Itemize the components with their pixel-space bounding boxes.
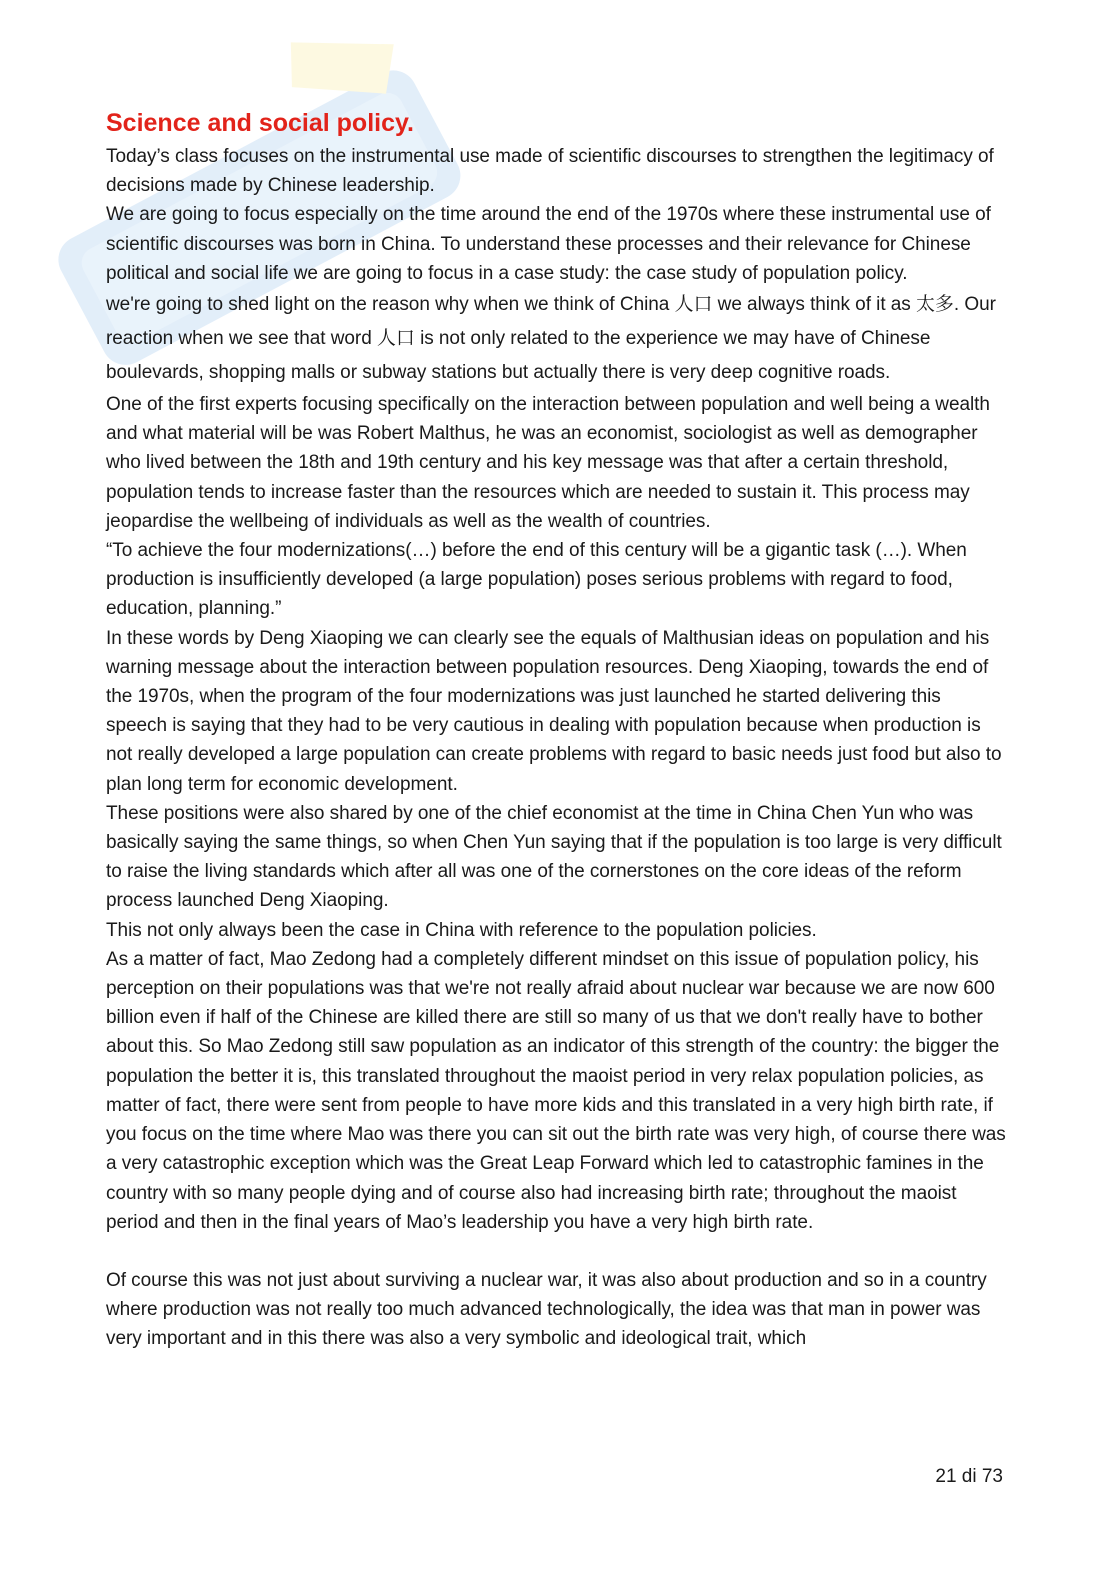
document-body bbox=[106, 106, 1006, 1354]
quote-paragraph: “To achieve the four modernizations(…) before the end of this century will be a gigantic task (…). When production is insufficiently developed (a large population) poses serious problems with regard to food, education, planning.” bbox=[106, 540, 967, 620]
paragraph-8: This not only always been the case in China with reference to the population policies. bbox=[106, 919, 817, 941]
paragraph-10: Of course this was not just about surviving a nuclear war, it was also about production and so in a country where production was not really too much advanced technologically, the idea was that man in power was very important and in this there was also a very symbolic and ideological trait, which bbox=[106, 1269, 987, 1350]
page-number: 21 di 73 bbox=[935, 1466, 1003, 1487]
paragraph-1: Today’s class focuses on the instrumental use made of scientific discourses to strengthen the legitimacy of decisions made by Chinese leadership. bbox=[106, 146, 994, 197]
paragraph-2: We are going to focus especially on the time around the end of the 1970s where these instrumental use of scientific discourses was born in China. To understand these processes and their relevance for Chinese political and social life we are going to focus in a case study: the case study of population policy. bbox=[106, 204, 991, 284]
paragraph-6: In these words by Deng Xiaoping we can clearly see the equals of Malthusian ideas on population and his warning message about the interaction between population resources. Deng Xiaoping, towards the end of the 1970s, when the program of the four modernizations was just launched he started delivering this speech is saying that they had to be very cautious in dealing with population because when production is not really developed a large population can create problems with regard to basic needs just food but also to plan long term for economic development. bbox=[106, 627, 1002, 795]
section-title: Science and social policy. bbox=[106, 109, 414, 137]
paragraph-3: we're going to shed light on the reason why when we think of China 人口 we always think of it as 太多. Our reaction when we see that word 人口 is not only related to the experience we may have of Chinese boulevards, shopping malls or subway stations but actually there is very deep cognitive roads. bbox=[106, 294, 996, 384]
paragraph-7: These positions were also shared by one of the chief economist at the time in China Chen Yun who was basically saying the same things, so when Chen Yun saying that if the population is too large is very difficult to raise the living standards which after all was one of the cornerstones on the core ideas of the reform process launched Deng Xiaoping. bbox=[106, 802, 1002, 912]
paragraph-9: As a matter of fact, Mao Zedong had a completely different mindset on this issue of population policy, his perception on their populations was that we're not really afraid about nuclear war because we are now 600 billion even if half of the Chinese are killed there are still so many of us that we don't really have to bother about this. So Mao Zedong still saw population as an indicator of this strength of the country: the bigger the population the better it is, this translated throughout the maoist period in very relax population policies, as matter of fact, there were sent from people to have more kids and this translated in a very high birth rate, if you focus on the time where Mao was there you can sit out the birth rate was very high, of course there was a very catastrophic exception which was the Great Leap Forward which led to catastrophic famines in the country with so many people dying and of course also had increasing birth rate; throughout the maoist period and then in the final years of Mao’s leadership you have a very high birth rate. bbox=[106, 948, 1006, 1233]
paragraph-4: One of the first experts focusing specifically on the interaction between population and well being a wealth and what material will be was Robert Malthus, he was an economist, sociologist as well as demographer who lived between the 18th and 19th century and his key message was that after a certain threshold, population tends to increase faster than the resources which are needed to sustain it. This process may jeopardise the wellbeing of individuals as well as the wealth of countries. bbox=[106, 394, 990, 532]
